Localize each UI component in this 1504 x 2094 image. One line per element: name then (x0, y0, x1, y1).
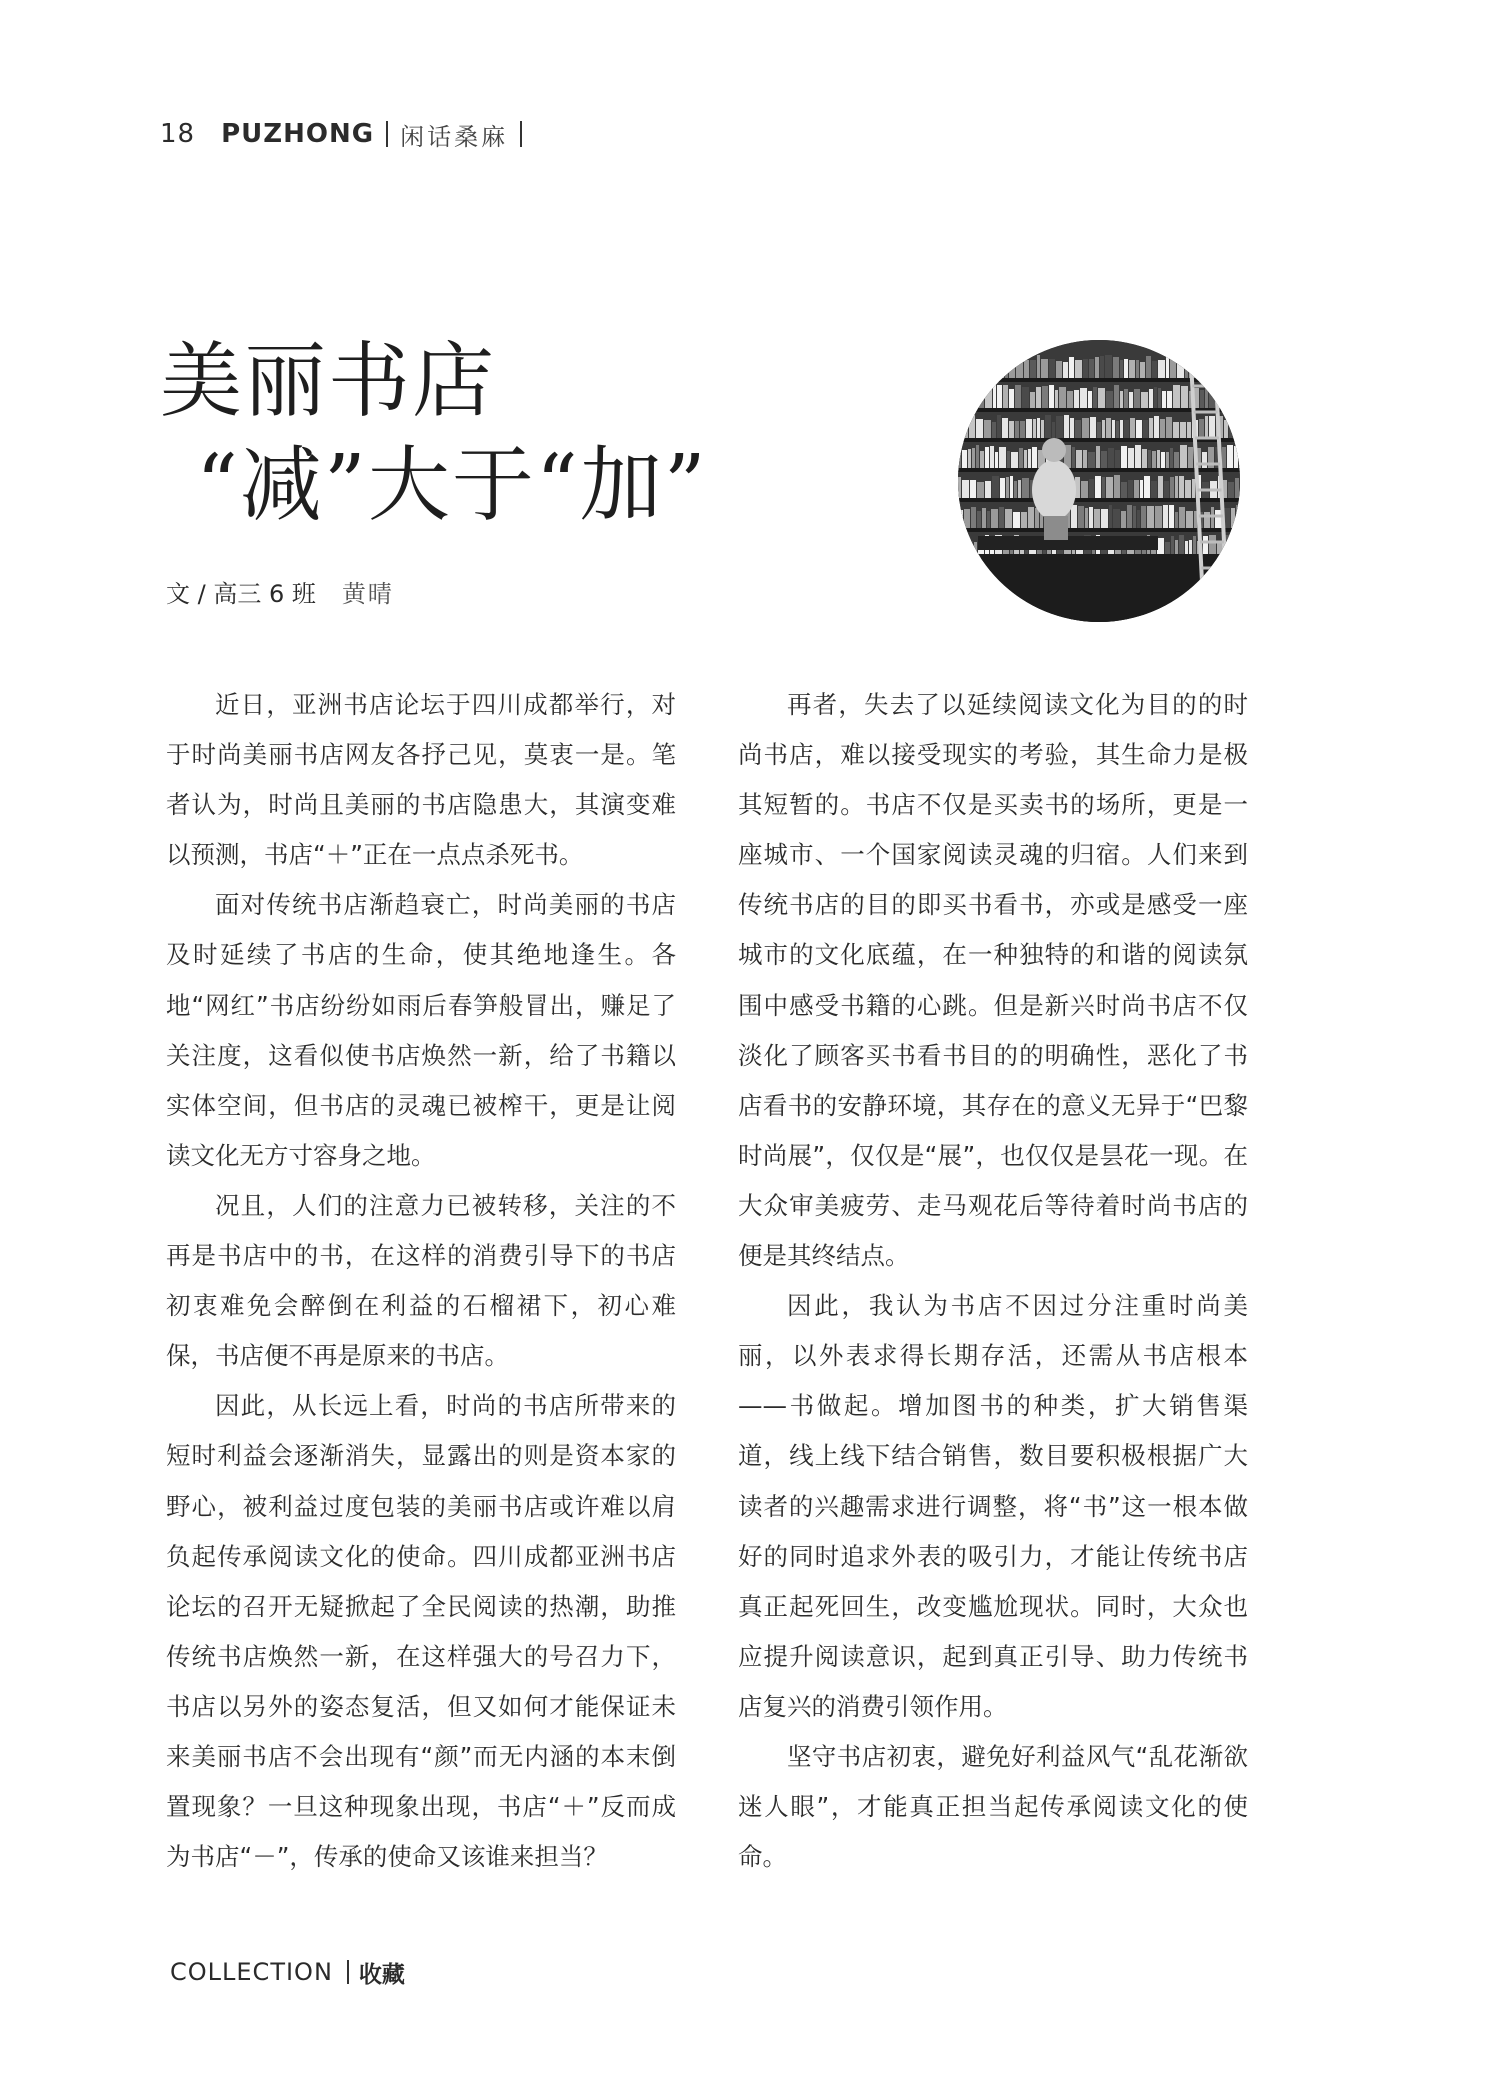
body-paragraph: 况且，人们的注意力已被转移，关注的不再是书店中的书，在这样的消费引导下的书店初衷难免会醉倒在利益的石榴裙下，初心难保，书店便不再是原来的书店。 (166, 1190, 676, 1371)
bookshelf-image-icon (958, 340, 1240, 622)
footer-divider (347, 1960, 349, 1984)
page-number: 18 (160, 119, 196, 149)
body-paragraph: 因此，从长远上看，时尚的书店所带来的短时利益会逐渐消失，显露出的则是资本家的野心，被利益过度包装的美丽书店或许难以肩负起传承阅读文化的使命。四川成都亚洲书店论坛的召开无疑掀起了全民阅读的热潮，助推传统书店焕然一新，在这样强大的号召力下，书店以另外的姿态复活，但又如何才能保证未来美丽书店不会出现有“颜”而无内涵的本末倒置现象？一旦这种现象出现，书店“＋”反而成为书店“－”，传承的使命又该谁来担当？ (166, 1391, 676, 1872)
magazine-brand: PUZHONG (221, 119, 375, 149)
body-paragraph: 因此，我认为书店不因过分注重时尚美丽，以外表求得长期存活，还需从书店根本——书做起。增加图书的种类，扩大销售渠道，线上线下结合销售，数目要积极根据广大读者的兴趣需求进行调整，将“书”这一根本做好的同时追求外表的吸引力，才能让传统书店真正起死回生，改变尴尬现状。同时，大众也应提升阅读意识，起到真正引导、助力传统书店复兴的消费引领作用。 (738, 1291, 1248, 1721)
body-paragraph: 面对传统书店渐趋衰亡，时尚美丽的书店及时延续了书店的生命，使其绝地逢生。各地“网红”书店纷纷如雨后春笋般冒出，赚足了关注度，这看似使书店焕然一新，给了书籍以实体空间，但书店的灵魂已被榨干，更是让阅读文化无方寸容身之地。 (166, 890, 676, 1170)
header-divider-end (520, 121, 522, 147)
footer-label-en: COLLECTION (170, 1958, 333, 1986)
author-name: 黄晴 (341, 580, 394, 608)
page-footer (170, 1956, 405, 1988)
page-header (160, 116, 534, 152)
body-paragraph: 坚守书店初衷，避免好利益风气“乱花渐欲迷人眼”，才能真正担当起传承阅读文化的使命。 (738, 1741, 1248, 1872)
body-paragraph: 近日，亚洲书店论坛于四川成都举行，对于时尚美丽书店网友各抒己见，莫衷一是。笔者认为，时尚且美丽的书店隐患大，其演变难以预测，书店“＋”正在一点点杀死书。 (166, 690, 676, 870)
body-column-right (738, 680, 1248, 1882)
body-paragraph: 再者，失去了以延续阅读文化为目的的时尚书店，难以接受现实的考验，其生命力是极其短暂的。书店不仅是买卖书的场所，更是一座城市、一个国家阅读灵魂的归宿。人们来到传统书店的目的即买书看书，亦或是感受一座城市的文化底蕴，在一种独特的和谐的阅读氛围中感受书籍的心跳。但是新兴时尚书店不仅淡化了顾客买书看书目的的明确性，恶化了书店看书的安静环境，其存在的意义无异于“巴黎时尚展”，仅仅是“展”，也仅仅是昙花一现。在大众审美疲劳、走马观花后等待着时尚书店的便是其终结点。 (738, 690, 1248, 1271)
title-line-2: “减”大于“加” (196, 438, 708, 533)
body-column-left (166, 680, 676, 1882)
title-line-1: 美丽书店 (160, 334, 497, 429)
byline (166, 574, 394, 609)
byline-class: 文 / 高三 6 班 (166, 580, 316, 608)
footer-label-zh: 收藏 (358, 1961, 405, 1988)
article-title (160, 330, 708, 538)
bookstore-photo (958, 340, 1240, 622)
section-name: 闲话桑麻 (400, 122, 509, 151)
header-divider (386, 121, 388, 147)
